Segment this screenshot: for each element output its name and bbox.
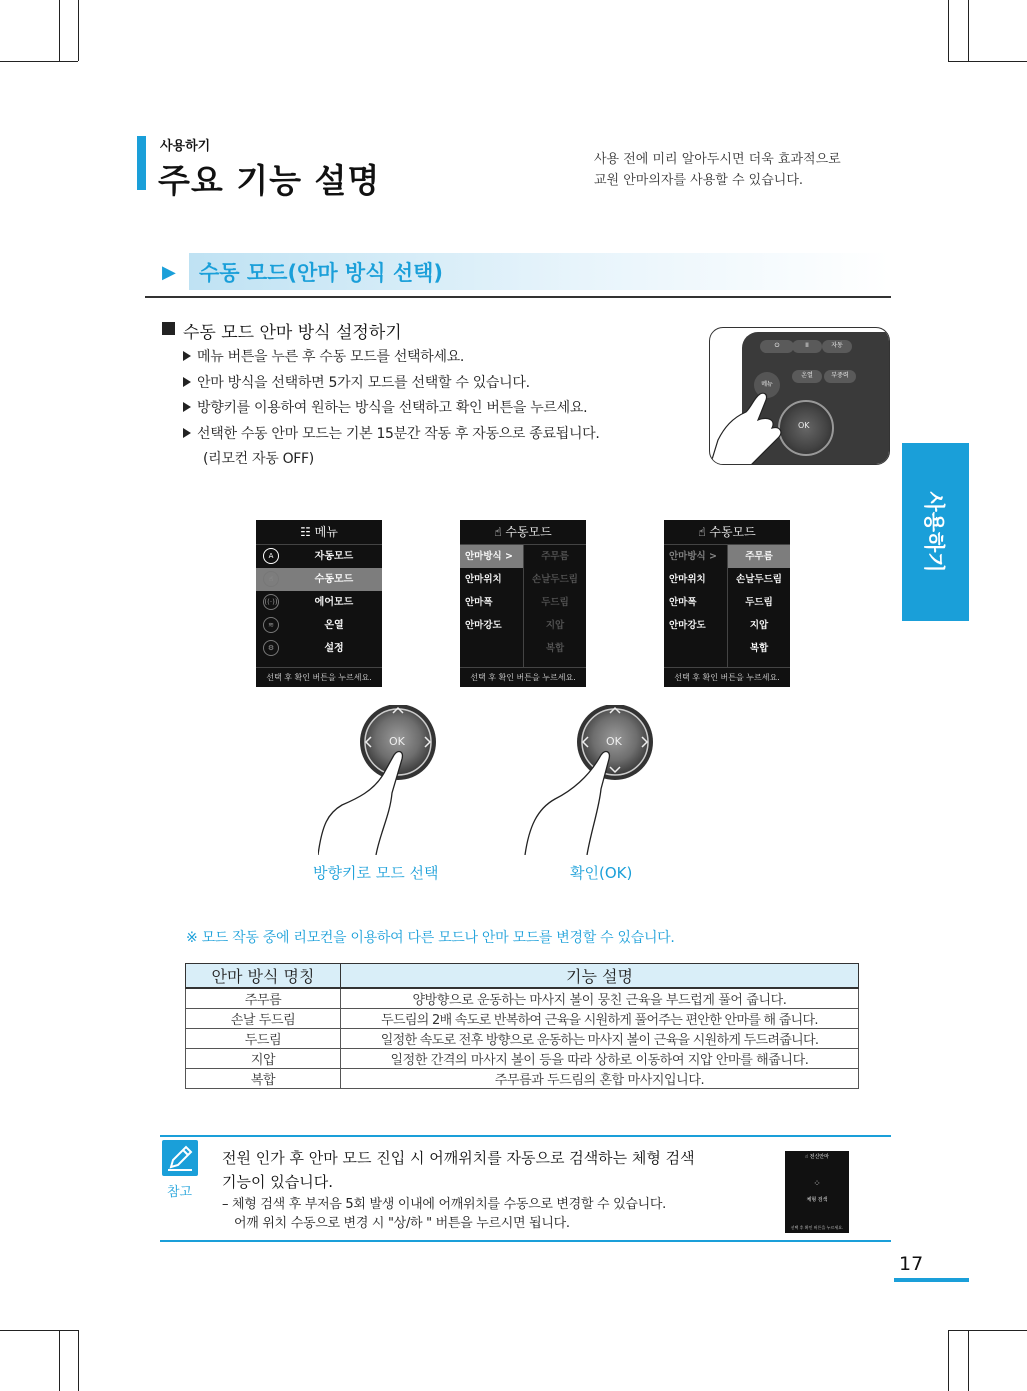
screen-footer: 선택 후 확인 버튼을 누르세요. [664, 667, 790, 687]
crop-mark [78, 0, 79, 61]
square-bullet-icon [162, 322, 175, 335]
crop-mark [0, 1330, 78, 1331]
dial-ok-label: OK [798, 421, 810, 430]
table-row [186, 1029, 859, 1049]
triangle-bullet-icon [183, 351, 191, 361]
option-category: 안마방식 > [465, 551, 513, 562]
intro-line: 사용 전에 미리 알아두시면 더욱 효과적으로 [594, 152, 841, 167]
option-value: 복합 [749, 643, 769, 654]
title-accent-bar [137, 136, 146, 190]
menu-item [256, 591, 382, 614]
mini-screen-title: ☝ 전신안마 [805, 1154, 829, 1160]
heat-button: 온열 [792, 370, 822, 383]
manual-mode-icon: ☝ [263, 571, 279, 587]
list-item: 방향키를 이용하여 원하는 방식을 선택하고 확인 버튼을 누르세요. [183, 396, 600, 422]
screen-title: ☝ 수동모드 [494, 525, 552, 539]
intro-text [594, 149, 841, 191]
part-button: 부중력 [824, 370, 856, 383]
dial-ok-label: OK [389, 735, 405, 748]
option-value: 손날두드림 [736, 574, 782, 585]
table-row [186, 1009, 859, 1029]
option-row [664, 568, 790, 591]
table-cell: 손날 두드림 [186, 1009, 341, 1029]
pencil-note-icon [162, 1140, 198, 1176]
crop-mark [0, 61, 78, 62]
table-row [186, 1069, 859, 1089]
menu-button: 메뉴 [754, 372, 780, 398]
triangle-bullet-icon [183, 377, 191, 387]
settings-icon: ⚙ [263, 640, 279, 656]
menu-item-label: 설정 [324, 643, 344, 654]
page-number: 17 [899, 1253, 924, 1275]
option-value: 주무름 [745, 551, 773, 562]
note-sub-text [222, 1195, 666, 1233]
instruction-list [183, 345, 600, 473]
option-row [664, 637, 790, 660]
crop-mark [948, 1330, 1027, 1331]
section-heading: 수동 모드 안마 방식 설정하기 [183, 323, 402, 343]
menu-item-label: 에어모드 [314, 597, 354, 608]
pencil-icon [162, 1140, 198, 1176]
table-cell: 두드림 [186, 1029, 341, 1049]
option-row [460, 614, 586, 637]
section-title: 수동 모드(안마 방식 선택) [199, 261, 443, 285]
screen-title: ☷ 메뉴 [300, 525, 338, 539]
crop-mark [59, 0, 60, 61]
screen-footer: 선택 후 확인 버튼을 누르세요. [256, 667, 382, 687]
list-item: 선택한 수동 안마 모드는 기본 15분간 작동 후 자동으로 종료됩니다. [183, 422, 600, 448]
section-divider [145, 296, 891, 298]
auto-mode-icon: A [263, 548, 279, 564]
triangle-bullet-icon [183, 428, 191, 438]
list-item: 안마 방식을 선택하면 5가지 모드를 선택할 수 있습니다. [183, 371, 600, 397]
auto-button: 자동 [822, 340, 852, 353]
note-line: 전원 인가 후 안마 모드 진입 시 어깨위치를 자동으로 검색하는 체형 검색 [222, 1149, 695, 1167]
option-value: 두드림 [745, 597, 773, 608]
menu-item [256, 545, 382, 568]
option-category: 안마강도 [669, 620, 706, 631]
crop-mark [78, 1330, 79, 1391]
side-tab-label: 사용하기 [922, 491, 946, 573]
heat-icon: ≋ [263, 617, 279, 633]
air-mode-icon: ((·)) [263, 594, 279, 610]
list-item-continuation: (리모컨 자동 OFF) [203, 451, 314, 467]
menu-item-selected [256, 568, 382, 591]
option-value: 두드림 [541, 597, 569, 608]
screen-footer: 선택 후 확인 버튼을 누르세요. [460, 667, 586, 687]
option-category: 안마방식 > [669, 551, 717, 562]
menu-screen [256, 520, 382, 687]
loading-spinner-icon: ⁘ [813, 1179, 821, 1189]
mini-screen-text: 체형 검색 [806, 1197, 828, 1203]
table-row [186, 1049, 859, 1069]
table-cell: 주무름 [186, 988, 341, 1009]
body-scan-screen [785, 1151, 849, 1233]
menu-item [256, 614, 382, 637]
option-category: 안마위치 [465, 574, 502, 585]
table-cell: 복합 [186, 1069, 341, 1089]
option-row [460, 545, 586, 568]
caption-select-mode: 방향키로 모드 선택 [313, 864, 439, 882]
crop-mark [968, 0, 969, 61]
crop-mark [948, 1330, 949, 1391]
option-value: 복합 [545, 643, 565, 654]
column-header: 기능 설명 [341, 964, 859, 989]
note-main-text [222, 1146, 695, 1194]
remote-control-photo [709, 327, 890, 465]
screen-title: ☝ 수동모드 [698, 525, 756, 539]
note-sub-line: – 체형 검색 후 부저음 5회 발생 이내에 어깨위치를 수동으로 변경할 수 있습니다. [222, 1197, 666, 1212]
option-category: 안마폭 [669, 597, 697, 608]
option-value: 주무름 [541, 551, 569, 562]
massage-function-table [185, 963, 859, 1089]
pointing-hand-icon [710, 328, 890, 465]
option-value: 손날두드림 [532, 574, 578, 585]
caption-confirm: 확인(OK) [570, 864, 633, 882]
crop-mark [948, 0, 949, 61]
notice-text: ※ 모드 작동 중에 리모컨을 이용하여 다른 모드나 안마 모드를 변경할 수 있습니다. [186, 930, 675, 946]
pause-button-icon: II [792, 340, 822, 353]
option-row [460, 637, 586, 660]
dial-ok-label: OK [606, 735, 622, 748]
intro-line: 교원 안마의자를 사용할 수 있습니다. [594, 173, 804, 188]
page-title: 주요 기능 설명 [158, 161, 381, 200]
option-value: 지압 [545, 620, 565, 631]
table-cell: 양방향으로 운동하는 마사지 볼이 뭉친 근육을 부드럽게 풀어 줍니다. [341, 988, 859, 1009]
note-label: 참고 [167, 1185, 193, 1200]
page-subtitle: 사용하기 [160, 139, 211, 154]
menu-item-label: 온열 [324, 620, 344, 631]
table-cell: 두드림의 2배 속도로 반복하여 근육을 시원하게 풀어주는 편안한 안마를 해 줍니다. [341, 1009, 859, 1029]
table-header-row [186, 964, 859, 989]
column-header: 안마 방식 명칭 [186, 964, 341, 989]
note-line: 기능이 있습니다. [222, 1173, 333, 1191]
power-button-icon: ⏻ [760, 340, 794, 353]
crop-mark [948, 61, 1027, 62]
option-category: 안마강도 [465, 620, 502, 631]
page-number-underline [894, 1278, 969, 1282]
option-row [664, 591, 790, 614]
mini-screen-footer: 선택 후 확인 버튼을 누르세요. [790, 1225, 844, 1230]
table-row [186, 988, 859, 1009]
note-bottom-rule [160, 1240, 891, 1242]
option-value: 지압 [749, 620, 769, 631]
option-category: 안마위치 [669, 574, 706, 585]
menu-item-label: 자동모드 [314, 551, 354, 562]
table-cell: 일정한 간격의 마사지 볼이 등을 따라 상하로 이동하여 지압 안마를 해줍니다. [341, 1049, 859, 1069]
table-cell: 일정한 속도로 전후 방향으로 운동하는 마사지 볼이 근육을 시원하게 두드려줍니다. [341, 1029, 859, 1049]
dial-illustration-left [318, 705, 478, 855]
option-row [460, 591, 586, 614]
note-top-rule [160, 1135, 891, 1137]
table-cell: 지압 [186, 1049, 341, 1069]
option-row [664, 545, 790, 568]
menu-item-label: 수동모드 [314, 574, 354, 585]
option-row [664, 614, 790, 637]
section-arrow-icon: ▶ [162, 262, 176, 283]
triangle-bullet-icon [183, 402, 191, 412]
dial-illustration-right [505, 705, 675, 855]
menu-item [256, 637, 382, 660]
crop-mark [968, 1330, 969, 1391]
option-category: 안마폭 [465, 597, 493, 608]
note-sub-line: 어깨 위치 수동으로 변경 시 "상/하 " 버튼을 누르시면 됩니다. [234, 1216, 570, 1231]
list-item: 메뉴 버튼을 누른 후 수동 모드를 선택하세요. [183, 345, 600, 371]
manual-mode-screen-active [664, 520, 790, 687]
option-row [460, 568, 586, 591]
crop-mark [59, 1330, 60, 1391]
manual-mode-screen [460, 520, 586, 687]
table-cell: 주무름과 두드림의 혼합 마사지입니다. [341, 1069, 859, 1089]
